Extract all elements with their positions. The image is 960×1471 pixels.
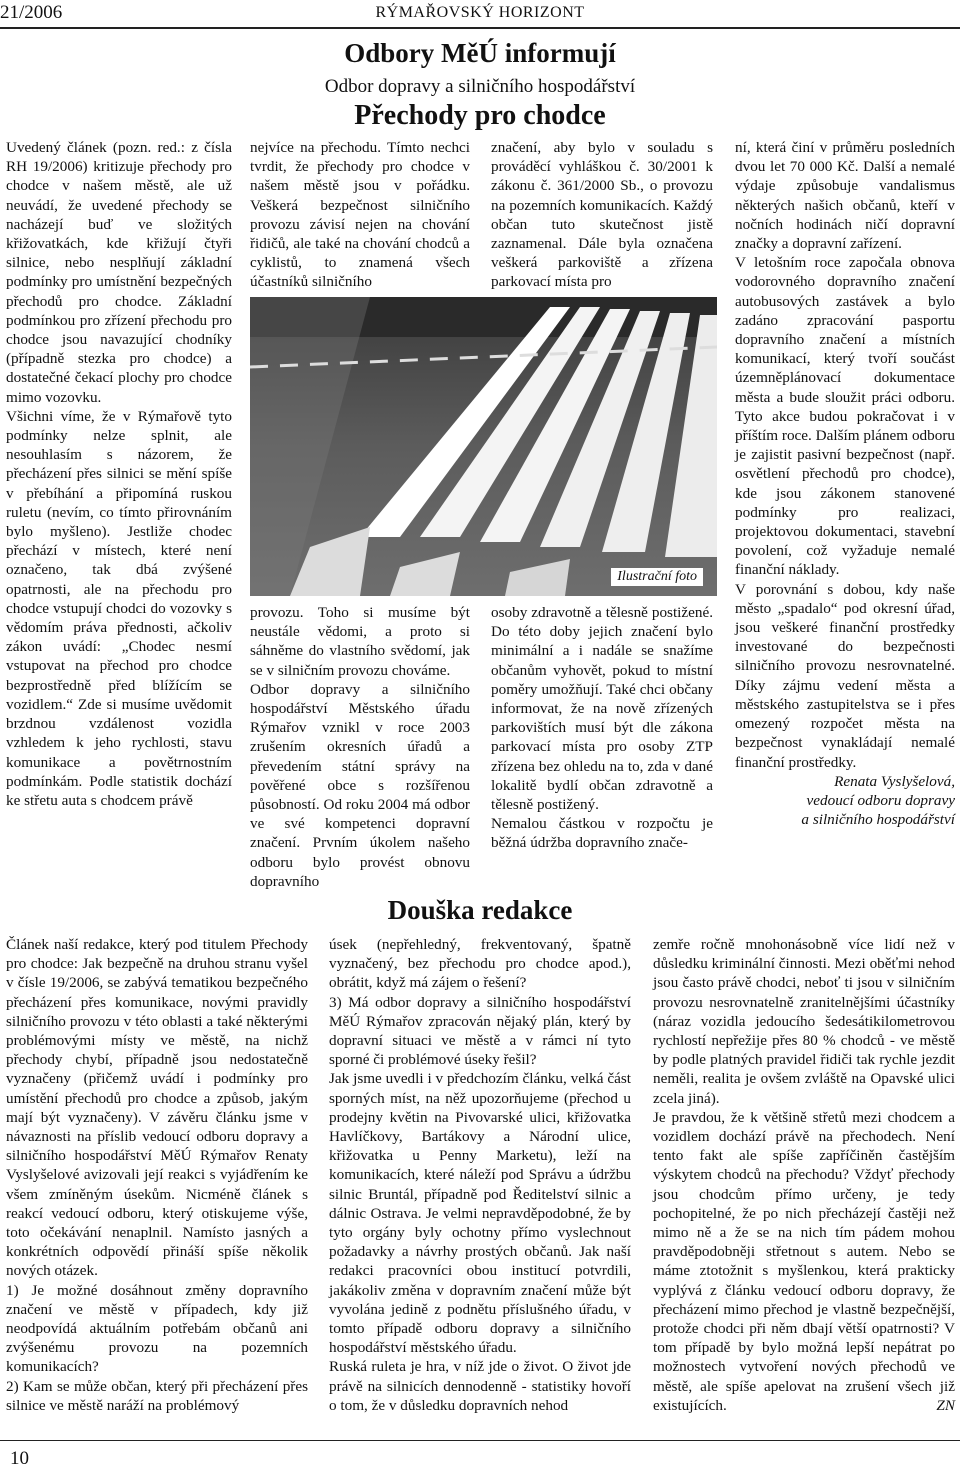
article2-column-3 (653, 935, 955, 1415)
page-header (0, 0, 960, 29)
paragraph (653, 1108, 955, 1415)
article2-column-1 (6, 935, 308, 1415)
article2-column-2 (329, 935, 631, 1415)
paragraph: 1) Je možné dosáhnout změny dopravního značení ve městě v případech, kdy již neodpovídá aktuálním potřebám občanů ani zvýšenému provozu na pozemních komunikacích? (6, 1281, 308, 1376)
crosswalk-photo (250, 297, 717, 596)
author-initials: ZN (936, 1396, 955, 1414)
paragraph: nejvíce na přechodu. Tímto nechci tvrdit, že přechody pro chodce v našem městě jsou v pořádku. Veškerá bezpečnost silničního provozu závisí nejen na chování řidičů, ale také na chování chodců a cyklistů, to znamená všech účastníků silničního (250, 139, 470, 291)
paragraph: 3) Má odbor dopravy a silničního hospodářství MěÚ Rýmařov zpracován nějaký plán, který by dopravní situaci ve městě a v rámci ní tyto sporné či problémové úseky řešil? (329, 993, 631, 1069)
paragraph: Ruská ruleta je hra, v níž jde o život. O život jde právě na silnicích dennodenně - statistiky hovoří o tom, že v důsledku dopravních nehod (329, 1358, 631, 1414)
article1-column-2-top (250, 138, 470, 292)
paragraph: zemře ročně mnohonásobně více lidí než v důsledku kriminální činnosti. Mezi oběťmi nehod jsou často právě chodci, neboť ti jsou v silničním provozu nesrovnatelně zranitelnějšími účastníky (náraz vozidla jedoucího šedesátikilometrovou rychlostí nepřežije přes 80 % chodců - ve městě by podle platných pravidel řidiči tak rychle jezdit neměli, realita je ovšem zvláště na Opavské ulici zcela jiná). (653, 936, 955, 1107)
paragraph: V letošním roce započala obnova vodorovného dopravního značení autobusových zastávek a bylo zadáno zpracování pasportu dopravního značení a místních komunikací, který tvoří součást územněplánovací dokumentace města a bude sloužit práci odboru. Tyto akce budou pokračovat i v příštím roce. Dalším plánem odboru je zajistit pasivní bezpečnost (např. osvětlení přechodů pro chodce), kde jsou zákonem stanovené podmínky pro realizaci, projektovou dokumentaci, stavební povolení, což vyžaduje nemalé finanční náklady. (735, 254, 955, 579)
article1-column-3-bottom (491, 603, 713, 853)
paragraph: V porovnání s dobou, kdy naše město „spadalo“ pod okresní úřad, jsou veškeré finanční prostředky investované do bezpečnosti silničního provozu nesrovnatelné. Díky zájmu vedení města a městského zastupitelstva se i přes omezený rozpočet města na bezpečnost vynakládají nemalé finanční prostředky. (735, 580, 955, 771)
article1-column-4 (735, 138, 955, 829)
paragraph: ní, která činí v průměru posledních dvou let 70 000 Kč. Další a nemalé výdaje způsobuje vandalismus některých našich občanů, kteří v nočních hodinách ničí dopravní značky a dopravní zařízení. (735, 139, 955, 253)
issue-number: 21/2006 (0, 2, 63, 23)
newspaper-name: RÝMAŘOVSKÝ HORIZONT (375, 4, 585, 21)
department-title: Odbor dopravy a silničního hospodářství (324, 76, 636, 97)
article1-column-1 (6, 138, 232, 810)
paragraph: provozu. Toho si musíme být neustále vědomi, a proto si sáhněme do vlastního svědomí, jak se v silničním provozu chováme. (250, 604, 470, 679)
paragraph: Jak jsme uvedli i v předchozím článku, velká část sporných míst, na něž upozorňujeme (přechod u prodejny květin na Pivovarské ulici, křižovatka Havlíčkovy, Bartákovy a Národní ulice, křižovatka u Penny Marketu), leží na komunikacích, které náleží pod Správu a údržbu silnic Bruntál, případně pod Ředitelství silnic a dálnic Ostrava. Je velmi nepravděpodobné, že by tyto orgány byly ochotny přímo vyslechnout požadavky a návrhy prostých občanů. Jak naší redakci pracovníci obou institucí potvrdili, jakákoliv změna v dopravním značení může být vyvolána jedině z podnětu příslušného úřadu, v tomto případě odboru dopravy a silničního hospodářství městského úřadu. (329, 1070, 631, 1357)
photo-caption: Ilustrační foto (611, 568, 703, 586)
article-title: Přechody pro chodce (354, 100, 606, 131)
paragraph-text: Je pravdou, že k většině střetů mezi chodcem a vozidlem dochází právě na přechodech. Není tento fakt ale spíše zapříčiněn častějším výskytem chodců na přechodu? Vždyť přechody jsou chodcům přímo určeny, je tedy pochopitelné, že po nich přecházejí častěji než mimo ně a že se na nich tím pádem mohou pravděpodobněji střetnout s autem. Nebo se máme ztotožnit s myšlenkou, která prakticky vyplývá z článku vedoucí odboru dopravy, že přecházení mimo přechod je vlastně bezpečnější, protože chodci při něm dbají větší opatrnosti? V tom případě by bylo možná lepší nepátrat po možnostech vytvoření nových přechodů ve městě, ale spíše apelovat na zrušení všech již existujících. (653, 1108, 955, 1414)
paragraph: Uvedený článek (pozn. red.: z čísla RH 19/2006) kritizuje přechody pro chodce v našem městě, ale už neuvádí, že uvedené přechody se nacházejí buď ve složitých křižovatkách, kde křižují čtyři silnice, nebo nesplňují základní podmínky pro umístnění bezpečných přechodů pro chodce. Základní podmínkou pro zřízení přechodu pro chodce jsou navazující chodníky (případně stezka pro chodce) a dostatečné čekací plochy pro chodce mimo vozovku. (6, 139, 232, 406)
footer-rule (0, 1440, 960, 1441)
paragraph: 2) Kam se může občan, který při přecházení přes silnice ve městě naráží na problémový (6, 1377, 308, 1414)
second-article-title: Douška redakce (387, 895, 573, 925)
article1-column-3-top (491, 138, 713, 292)
crosswalk-illustration (250, 297, 717, 596)
paragraph: značení, aby bylo v souladu s prováděcí vyhláškou č. 30/2001 k zákonu č. 361/2000 Sb., o provozu na pozemních komunikacích. Každý občan tuto skutečnost jistě zaznamenal. Dále byla označena veškerá parkoviště a zřízena parkovací místa pro (491, 139, 713, 291)
paragraph: Odbor dopravy a silničního hospodářství Městského úřadu Rýmařov vznikl v roce 2003 zrušením okresních úřadů a převedením státní správy na pověřené obce s rozšířenou působností. Od roku 2004 má odbor ve své kompetenci dopravní značení. Prvním úkolem našeho odboru bylo provést obnovu dopravního (250, 680, 470, 890)
signature-department: a silničního hospodářství (801, 811, 955, 829)
signature-role: vedoucí odboru dopravy (806, 791, 955, 809)
paragraph: úsek (nepřehledný, frekventovaný, špatně vyznačený, bez přechodu pro chodce apod.), obrátit, když má zájem o řešení? (329, 936, 631, 992)
section-title: Odbory MěÚ informují (344, 38, 616, 68)
paragraph: Všichni víme, že v Rýmařově tyto podmínky nelze splnit, ale nesouhlasím s názorem, že přecházení přes silnici se mění spíše v přebíhání a připomíná ruskou ruletu (nevím, co tímto přirovnáním bylo myšleno). Jestliže chodec přechází v místech, které není označeno, tak dbá zvýšené opatrnosti, ale na přechodu pro chodce vstupují chodci do vozovky s vědomím práva přednosti, ačkoliv zákon uvádí: „Chodec nesmí vstupovat na přechod pro chodce bezprostředně před blížícím se vozidlem.“ Zde si musíme uvědomit brzdnou vzdálenost vozidla vzhledem k jeho rychlosti, stavu komunikace a povětrnostním podmínkám. Podle statistik dochází ke střetu auta s chodcem právě (6, 407, 232, 809)
paragraph: osoby zdravotně a tělesně postižené. Do této doby jejich značení bylo minimální a i nadále se snažíme občanům vyhovět, pokud to místní poměry umožňují. Také chci občany informovat, že na nově zřízených parkovištích musí být dle zákona parkovací místa pro osoby ZTP zřízena bez ohledu na to, zda v dané lokalitě bydlí občan zdravotně a tělesně postižený. (491, 604, 713, 814)
paragraph: Nemalou částkou v rozpočtu je běžná údržba dopravního znače- (491, 815, 713, 852)
page-number: 10 (10, 1448, 29, 1469)
signature-name: Renata Vyslyšelová, (834, 772, 955, 790)
paragraph: Článek naší redakce, který pod titulem Přechody pro chodce: Jak bezpečně na druhou stranu vyšel v čísle 19/2006, se zabývá tematikou bezpečného přecházení přes komunikace, novými pravidly silničního provozu v této oblasti a také některými problémovými místy ve městě, na nichž přechody chybí, případně jsou nedostatečně vyznačeny (přičemž uvádí i podmínky pro umístění přechodů pro chodce a způsob, jakým mají být vyznačeny). V závěru článku jsme v návaznosti na příslib vedoucí odboru dopravy a silničního hospodářství MěÚ Rýmařov Renaty Vyslyšelové avizovali její reakci s vyjádřením ke všem zmíněným úsekům. Nicméně článek s reakcí vedoucí odboru, který otiskujeme výše, toto očekávání nenaplnil. Namísto jasných a konkrétních odpovědí přináší spíše několik nových otázek. (6, 936, 308, 1280)
article1-column-2-bottom (250, 603, 470, 891)
